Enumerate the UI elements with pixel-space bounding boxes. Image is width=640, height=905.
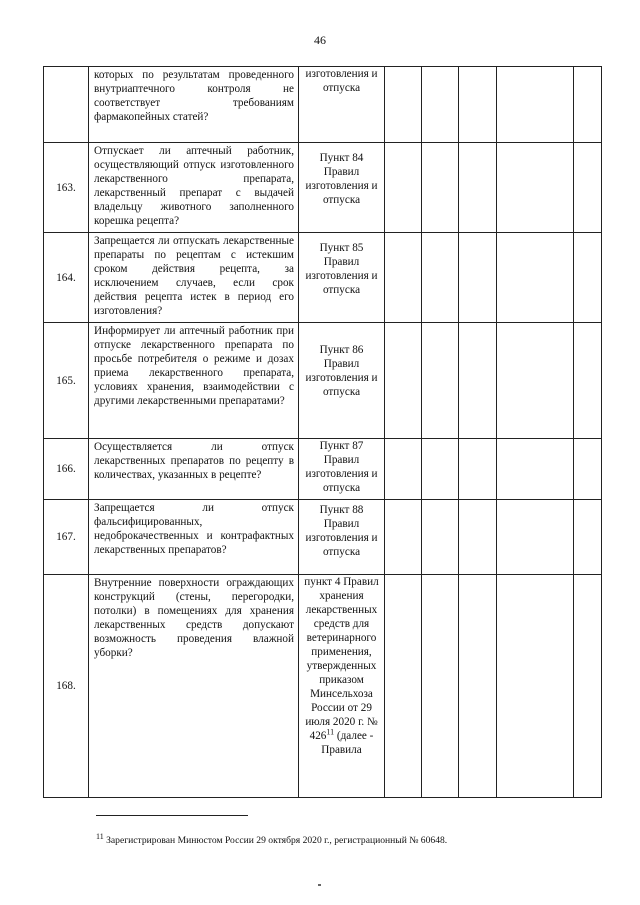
legal-reference (299, 233, 385, 323)
requirement-text: Осуществляется ли отпуск лекарственных препаратов по рецепту в количествах, указанных в рецепте? (89, 439, 299, 500)
comment-cell[interactable] (497, 233, 574, 323)
extra-cell[interactable] (574, 500, 602, 575)
answer-yes-cell[interactable] (385, 500, 422, 575)
extra-cell[interactable] (574, 439, 602, 500)
legal-reference (299, 143, 385, 233)
requirement-text: Внутренние поверхности ограждающих конструкций (стены, перегородки, потолки) в помещениях для хранения лекарственных средств допускают возможность проведения влажной уборки? (89, 575, 299, 798)
row-number: 163. (44, 143, 89, 233)
comment-cell[interactable] (497, 323, 574, 439)
footnote (96, 831, 448, 846)
requirement-text: Запрещается ли отпуск фальсифицированных, недоброкачественных и контрафактных лекарственных препаратов? (89, 500, 299, 575)
answer-na-cell[interactable] (459, 500, 497, 575)
reference-text: Пункт 86 Правил изготовления и отпуска (305, 344, 378, 398)
answer-no-cell[interactable] (422, 67, 459, 143)
footnote-mark: 11 (326, 727, 335, 737)
answer-na-cell[interactable] (459, 439, 497, 500)
row-number: 167. (44, 500, 89, 575)
answer-no-cell[interactable] (422, 500, 459, 575)
legal-reference (299, 323, 385, 439)
answer-no-cell[interactable] (422, 439, 459, 500)
table-row (44, 500, 602, 575)
row-number (44, 67, 89, 143)
requirement-text: которых по результатам проведенного внутриаптечного контроля не соответствует требованиям фармакопейных статей? (89, 67, 299, 143)
comment-cell[interactable] (497, 575, 574, 798)
footnote-text: Зарегистрирован Минюстом России 29 октября 2020 г., регистрационный № 60648. (106, 835, 448, 846)
table-row (44, 439, 602, 500)
reference-text (301, 575, 382, 757)
answer-yes-cell[interactable] (385, 575, 422, 798)
footnote-number: 11 (96, 831, 104, 841)
answer-no-cell[interactable] (422, 323, 459, 439)
extra-cell[interactable] (574, 143, 602, 233)
answer-yes-cell[interactable] (385, 233, 422, 323)
extra-cell[interactable] (574, 575, 602, 798)
comment-cell[interactable] (497, 439, 574, 500)
answer-no-cell[interactable] (422, 143, 459, 233)
reference-text: Пункт 88 Правил изготовления и отпуска (305, 504, 378, 558)
answer-yes-cell[interactable] (385, 143, 422, 233)
answer-na-cell[interactable] (459, 233, 497, 323)
extra-cell[interactable] (574, 323, 602, 439)
scan-mark (318, 884, 321, 886)
reference-text: Пункт 84 Правил изготовления и отпуска (305, 152, 378, 206)
comment-cell[interactable] (497, 143, 574, 233)
answer-na-cell[interactable] (459, 67, 497, 143)
reference-tail: (далее - Правила (321, 730, 374, 756)
legal-reference (299, 500, 385, 575)
row-number: 168. (44, 575, 89, 798)
answer-na-cell[interactable] (459, 575, 497, 798)
row-number: 166. (44, 439, 89, 500)
footnote-separator (96, 815, 248, 816)
answer-yes-cell[interactable] (385, 439, 422, 500)
reference-main: пункт 4 Правил хранения лекарственных средств для ветеринарного применения, утвержденных приказом Минсельхоза России от 29 июля 2020 г. № 426 (304, 576, 379, 742)
answer-yes-cell[interactable] (385, 323, 422, 439)
row-number: 165. (44, 323, 89, 439)
answer-yes-cell[interactable] (385, 67, 422, 143)
comment-cell[interactable] (497, 67, 574, 143)
comment-cell[interactable] (497, 500, 574, 575)
row-number: 164. (44, 233, 89, 323)
reference-text: Пункт 87 Правил изготовления и отпуска (305, 440, 378, 494)
reference-text: Пункт 85 Правил изготовления и отпуска (305, 242, 378, 296)
table-row (44, 575, 602, 798)
legal-reference (299, 575, 385, 798)
requirement-text: Отпускает ли аптечный работник, осуществляющий отпуск изготовленного лекарственного препарата, лекарственный препарат с выдачей владельцу животного заполненного корешка рецепта? (89, 143, 299, 233)
page-number: 46 (314, 33, 326, 47)
legal-reference (299, 67, 385, 143)
answer-no-cell[interactable] (422, 575, 459, 798)
table-row (44, 67, 602, 143)
requirement-text: Запрещается ли отпускать лекарственные препараты по рецептам с истекшим сроком действия рецепта, за исключением случаев, если срок действия рецепта истек в период его изготовления? (89, 233, 299, 323)
extra-cell[interactable] (574, 233, 602, 323)
table-row (44, 143, 602, 233)
extra-cell[interactable] (574, 67, 602, 143)
table-row (44, 323, 602, 439)
answer-na-cell[interactable] (459, 143, 497, 233)
checklist-table (43, 66, 602, 798)
answer-na-cell[interactable] (459, 323, 497, 439)
reference-text: изготовления и отпуска (305, 68, 378, 94)
legal-reference (299, 439, 385, 500)
table-row (44, 233, 602, 323)
answer-no-cell[interactable] (422, 233, 459, 323)
requirement-text: Информирует ли аптечный работник при отпуске лекарственного препарата по просьбе потребителя о режиме и дозах приема лекарственного препарата, условиях хранения, взаимодействии с другими лекарственными препаратами? (89, 323, 299, 439)
